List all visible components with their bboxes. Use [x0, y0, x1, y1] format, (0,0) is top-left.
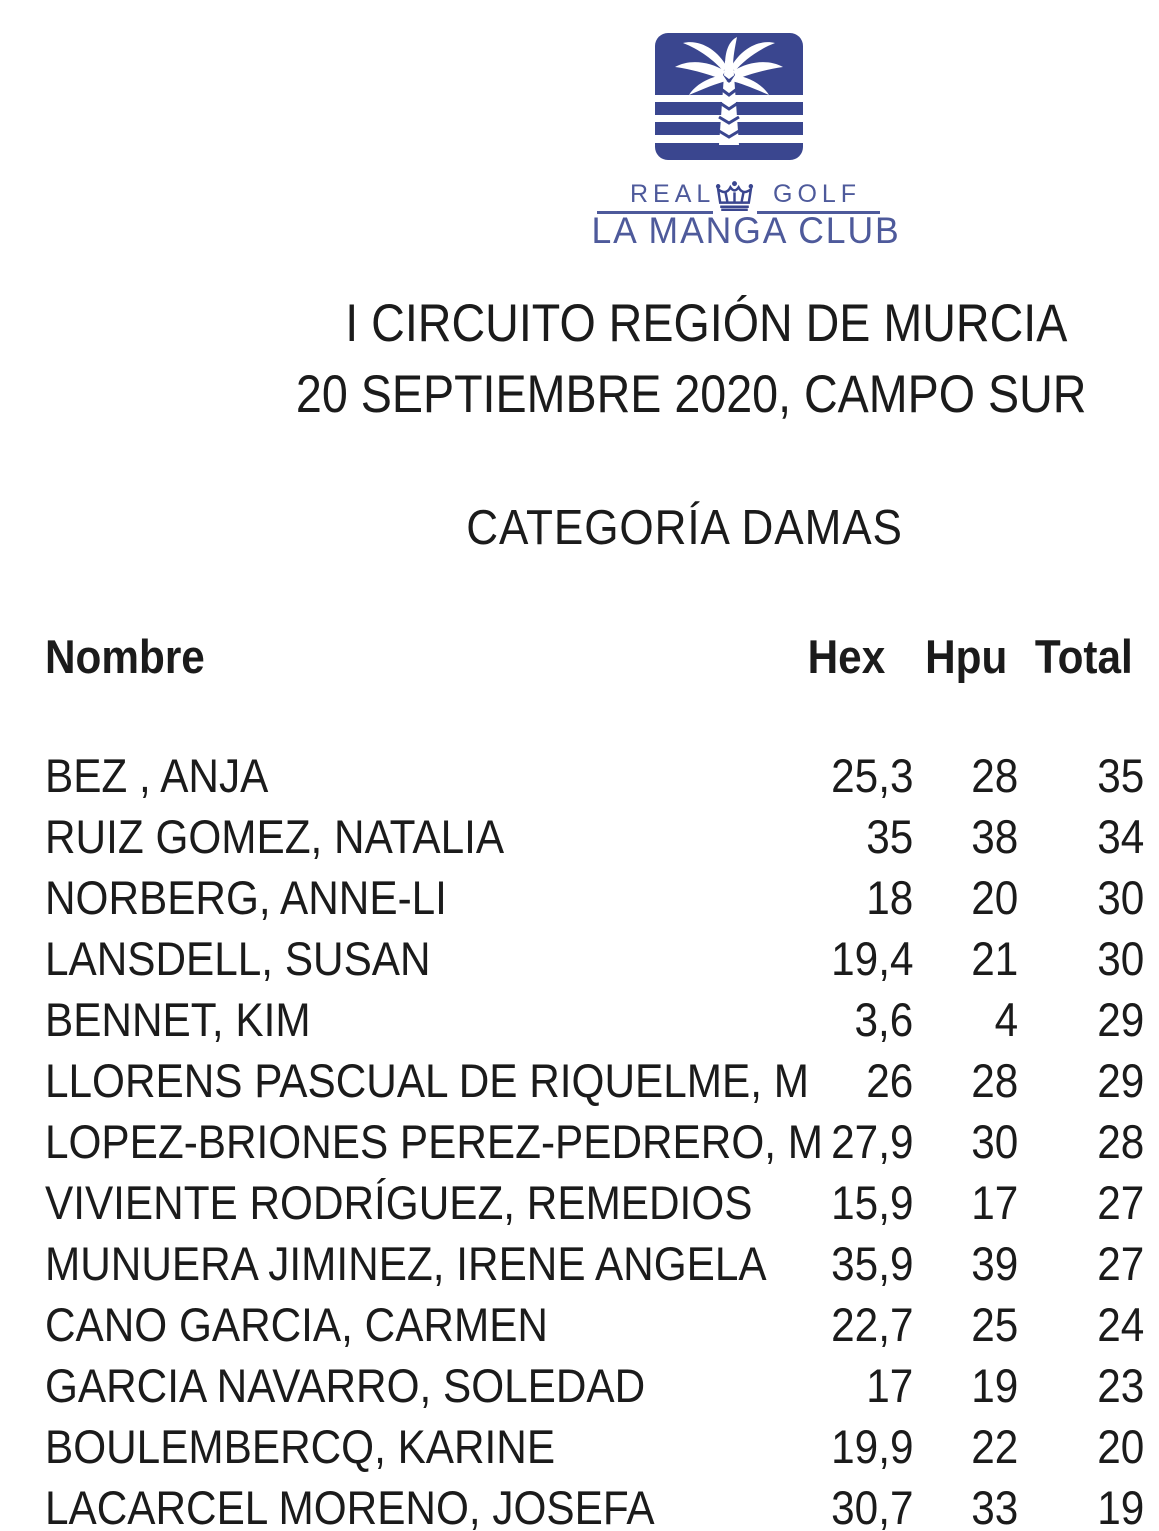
player-name: BEZ , ANJA	[45, 749, 269, 802]
table-rows	[0, 745, 1159, 1531]
player-name: MUNUERA JIMINEZ, IRENE ANGELA	[45, 1237, 767, 1290]
hpu-value: 20	[970, 871, 1018, 924]
hpu-value: 19	[970, 1359, 1018, 1412]
player-name: LOPEZ-BRIONES PEREZ-PEDRERO, M	[45, 1115, 823, 1168]
column-header-hpu: Hpu	[924, 630, 1007, 683]
table-row	[0, 1477, 1159, 1531]
hpu-value: 33	[970, 1481, 1018, 1531]
total-value: 23	[1096, 1359, 1144, 1412]
total-value: 27	[1096, 1237, 1144, 1290]
hex-value: 22,7	[830, 1298, 913, 1351]
total-value: 19	[1096, 1481, 1144, 1531]
total-value: 35	[1096, 749, 1144, 802]
total-value: 30	[1096, 871, 1144, 924]
player-name: BOULEMBERCQ, KARINE	[45, 1420, 556, 1473]
event-title: I CIRCUITO REGIÓN DE MURCIA	[345, 294, 1068, 353]
hpu-value: 30	[970, 1115, 1018, 1168]
total-value: 29	[1096, 1054, 1144, 1107]
hex-value: 18	[865, 871, 913, 924]
player-name: LACARCEL MORENO, JOSEFA	[45, 1481, 655, 1531]
brand-golf-label: GOLF	[773, 180, 862, 208]
total-value: 24	[1096, 1298, 1144, 1351]
table-row	[0, 1355, 1159, 1416]
table-row	[0, 928, 1159, 989]
hex-value: 3,6	[854, 993, 913, 1046]
hpu-value: 4	[994, 993, 1018, 1046]
player-name: NORBERG, ANNE-LI	[45, 871, 447, 924]
total-value: 34	[1096, 810, 1144, 863]
total-value: 27	[1096, 1176, 1144, 1229]
player-name: VIVIENTE RODRÍGUEZ, REMEDIOS	[45, 1176, 753, 1229]
crown-icon	[711, 180, 758, 213]
table-row	[0, 806, 1159, 867]
table-row	[0, 1172, 1159, 1233]
hex-value: 35	[865, 810, 913, 863]
hpu-value: 28	[970, 1054, 1018, 1107]
player-name: GARCIA NAVARRO, SOLEDAD	[45, 1359, 646, 1412]
brand-club-name: LA MANGA CLUB	[591, 210, 901, 251]
table-header	[0, 626, 1159, 687]
table-row	[0, 989, 1159, 1050]
hex-value: 15,9	[830, 1176, 913, 1229]
hex-value: 35,9	[830, 1237, 913, 1290]
table-row	[0, 1294, 1159, 1355]
palm-tree-logo	[655, 33, 803, 160]
brand-real-label: REAL	[630, 180, 716, 208]
category-title: CATEGORÍA DAMAS	[466, 501, 903, 555]
column-header-hex: Hex	[807, 630, 885, 683]
table-row	[0, 1416, 1159, 1477]
hex-value: 30,7	[830, 1481, 913, 1531]
player-name: CANO GARCIA, CARMEN	[45, 1298, 548, 1351]
player-name: LLORENS PASCUAL DE RIQUELME, M	[45, 1054, 809, 1107]
hex-value: 17	[865, 1359, 913, 1412]
hpu-value: 22	[970, 1420, 1018, 1473]
total-value: 28	[1096, 1115, 1144, 1168]
hex-value: 27,9	[830, 1115, 913, 1168]
hpu-value: 39	[970, 1237, 1018, 1290]
hex-value: 26	[865, 1054, 913, 1107]
hpu-value: 38	[970, 810, 1018, 863]
table-row	[0, 1233, 1159, 1294]
player-name: BENNET, KIM	[45, 993, 311, 1046]
total-value: 30	[1096, 932, 1144, 985]
total-value: 29	[1096, 993, 1144, 1046]
player-name: LANSDELL, SUSAN	[45, 932, 431, 985]
table-row	[0, 1111, 1159, 1172]
hpu-value: 28	[970, 749, 1018, 802]
hpu-value: 17	[970, 1176, 1018, 1229]
hpu-value: 21	[970, 932, 1018, 985]
hpu-value: 25	[970, 1298, 1018, 1351]
table-row	[0, 1050, 1159, 1111]
column-header-total: Total	[1035, 630, 1133, 683]
column-header-nombre: Nombre	[45, 630, 205, 683]
total-value: 20	[1096, 1420, 1144, 1473]
player-name: RUIZ GOMEZ, NATALIA	[45, 810, 505, 863]
hex-value: 25,3	[830, 749, 913, 802]
event-date-course: 20 SEPTIEMBRE 2020, CAMPO SUR	[296, 365, 1087, 424]
hex-value: 19,9	[830, 1420, 913, 1473]
table-row	[0, 745, 1159, 806]
hex-value: 19,4	[830, 932, 913, 985]
table-row	[0, 867, 1159, 928]
